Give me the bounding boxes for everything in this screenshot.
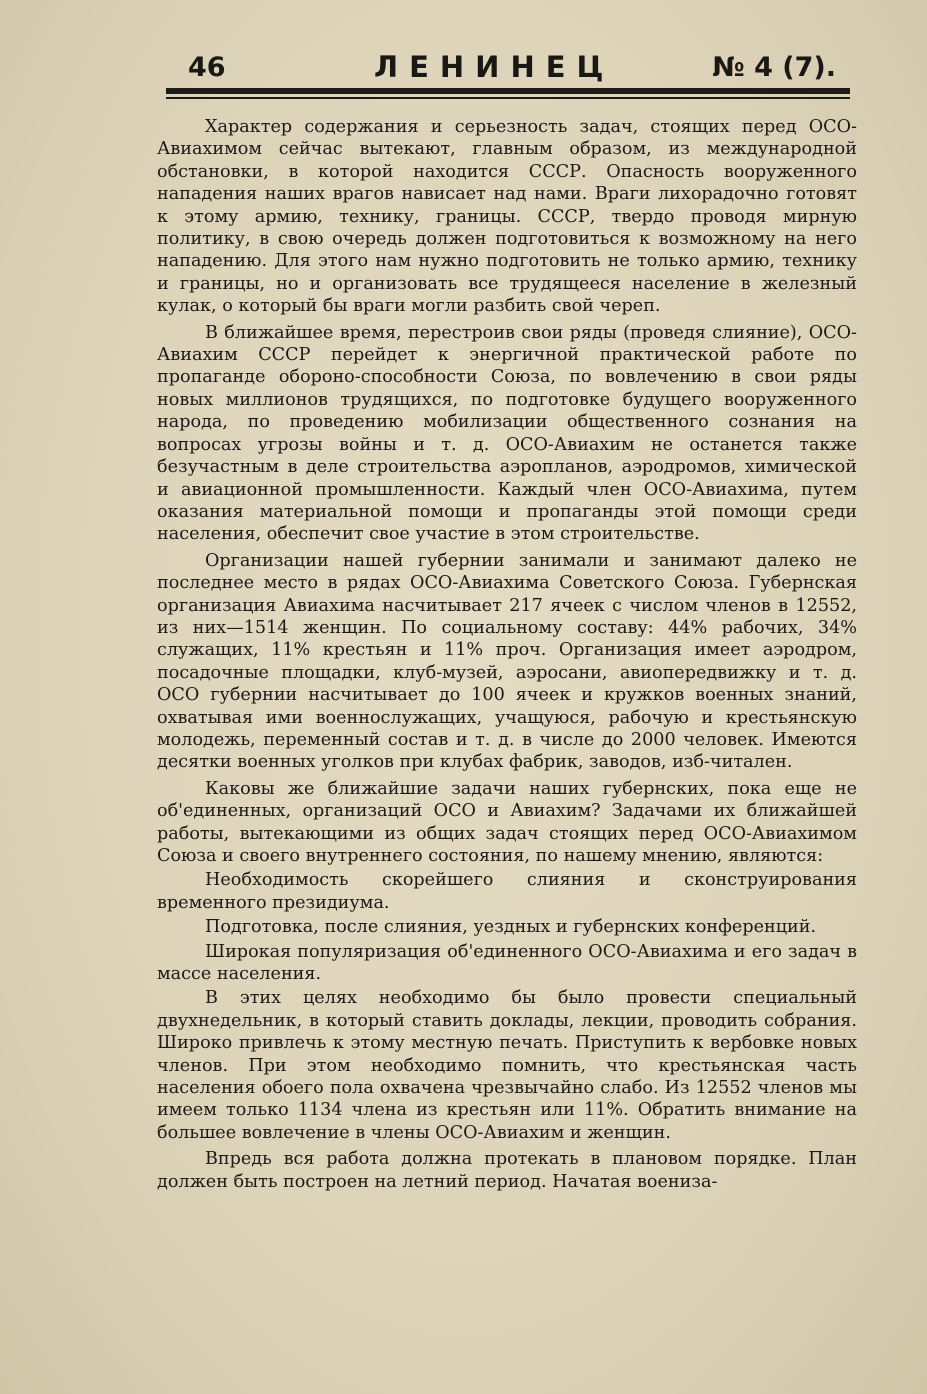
paragraph: Широкая популяризация об'единенного ОСО-Авиахима и его задач в массе населения. [157,941,857,985]
paragraph: В ближайшее время, перестроив свои ряды (проведя слияние), ОСО-Авиахим СССР перейдет к энергичной практической работе по пропаганде обороно-способности Союза, по вовлечению в свои ряды новых миллионов трудящихся, по подготовке будущего вооруженного народа, по проведению мобилизации общественного сознания на вопросах угрозы войны и т. д. ОСО-Авиахим не останется также безучастным в деле строительства аэропланов, аэродромов, химической и авиационной промышленности. Каждый член ОСО-Авиахима, путем оказания материальной помощи и пропаганды этой помощи среди населения, обеспечит свое участие в этом строительстве. [157,322,857,545]
issue-number: № 4 (7). [712,52,836,83]
page-number: 46 [188,52,226,83]
page-header [188,50,848,90]
paragraph: Подготовка, после слияния, уездных и губернских конференций. [205,917,817,938]
header-rule-thin [166,97,850,99]
article-body [157,116,857,1197]
header-rule-thick [166,88,850,94]
paragraph: Впредь вся работа должна протекать в плановом порядке. План должен быть построен на летний период. Начатая военизa- [157,1149,857,1192]
paragraph: Необходимость скорейшего слияния и сконструирования временного президиума. [157,870,857,913]
paragraph: Характер содержания и серьезность задач, стоящих перед ОСО-Авиахимом сейчас вытекают, главным образом, из международной обстановки, в которой находится СССР. Опасность вооруженного нападения наших врагов нависает над нами. Враги лихорадочно готовят к этому армию, технику, границы. СССР, твердо проводя мирную политику, в свою очередь должен подготовиться к возможному на него нападению. Для этого нам нужно подготовить не только армию, технику и границы, но и организовать все трудящееся население в железный кулак, о который бы враги могли разбить свой череп. [157,117,857,317]
paragraph: В этих целях необходимо бы было провести специальный двухнедельник, в который ставить доклады, лекции, проводить собрания. Широко привлечь к этому местную печать. Приступить к вербовке новых членов. При этом необходимо помнить, что крестьянская часть населения обоего пола охвачена чрезвычайно слабо. Из 12552 членов мы имеем только 1134 члена из крестьян или 11%. Обратить внимание на большее вовлечение в члены ОСО-Авиахим и женщин. [157,988,857,1143]
paragraph: Каковы же ближайшие задачи наших губернских, пока еще не об'единенных, организаций ОСО и Авиахим? Задачами их ближайшей работы, вытекающими из общих задач стоящих перед ОСО-Авиахимом Союза и своего внутреннего состояния, по нашему мнению, являются: [157,778,857,866]
paragraph: Организации нашей губернии занимали и занимают далеко не последнее место в рядах ОСО-Авиахима Советского Союза. Губернская организация Авиахима насчитывает 217 ячеек с числом членов в 12552, из них—1514 женщин. По социальному составу: 44% рабочих, 34% служащих, 11% крестьян и 11% проч. Организация имеет аэродром, посадочные площадки, клуб-музей, аэросани, авиопередвижку и т. д. ОСО губернии насчитывает до 100 ячеек и кружков военных знаний, охватывая ими военнослужащих, учащуюся, рабочую и крестьянскую молодежь, переменный состав и т. д. в числе до 2000 человек. Имеются десятки военных уголков при клубах фабрик, заводов, изб-читален. [157,550,857,773]
journal-title: ЛЕНИНЕЦ [374,50,615,84]
